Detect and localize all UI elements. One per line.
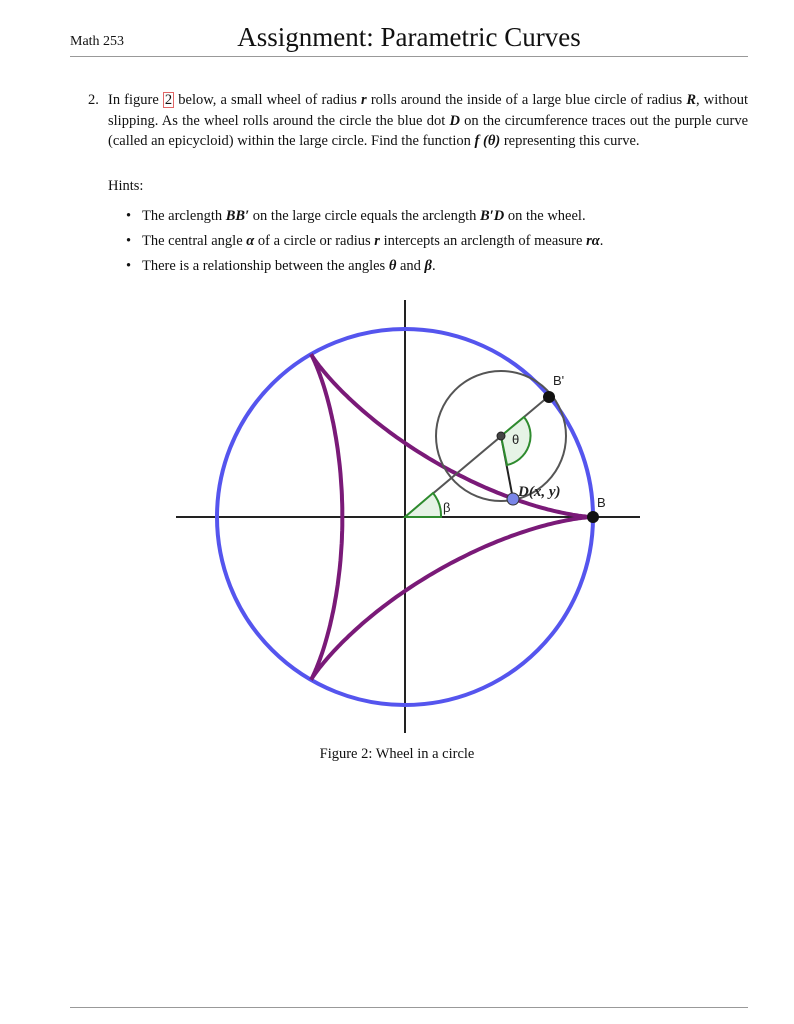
assignment-title: Assignment: Parametric Curves [237,22,581,52]
hint-text: and [396,258,425,274]
beta-angle-arc [405,493,441,517]
hint-math: θ [388,258,397,274]
hints-label: Hints: [108,178,144,194]
course-name: Math 253 [70,34,125,49]
label-b: B [597,495,606,510]
hint-text: There is a relationship between the angles [142,258,389,274]
function-f: f (θ) [474,133,501,149]
hint-math: BB′ [225,208,250,224]
problem-text-6: representing this curve. [503,133,640,149]
var-R: R [686,92,696,108]
problem-text-3: rolls around the inside of a large blue circle of radius [370,92,683,108]
hint-text: The arclength [142,208,226,224]
figure-caption: Figure 2: Wheel in a circle [319,746,475,762]
footer-rule [70,1007,748,1008]
problem-text-5: on the circumference traces out the purple curve (called an epicycloid) within the large circle. Find the function [108,112,749,149]
label-beta: β [443,500,451,515]
problem-text-1: In figure [108,92,159,108]
problem-text-4: , without slipping. As the wheel rolls around the circle the blue dot [108,92,749,129]
figure-reference-link[interactable]: 2 [164,92,173,108]
problem-number: 2. [88,92,99,108]
hint-math: rα [586,233,600,249]
hint-text: on the large circle equals the arclength [249,208,480,224]
hint-text: . [431,258,436,274]
label-b-prime: B' [553,373,565,388]
point-b [587,511,599,523]
hint-math: α [246,233,255,249]
hint-math: B′D [480,208,505,224]
var-D: D [449,112,460,129]
wheel-center-point [497,432,505,440]
hint-math: r [374,233,380,249]
hint-text: on the wheel. [504,208,586,224]
problem-text-2: below, a small wheel of radius [178,92,357,108]
label-theta: θ [512,432,520,447]
hint-math: β [424,258,432,274]
hint-text: intercepts an arclength of measure [379,233,587,249]
hint-text: The central angle [142,233,247,249]
point-b-prime [543,391,555,403]
label-d: D(x, y) [518,484,561,500]
hint-text: of a circle or radius [254,233,375,249]
var-r: r [361,92,367,108]
hint-text: . [599,233,604,249]
